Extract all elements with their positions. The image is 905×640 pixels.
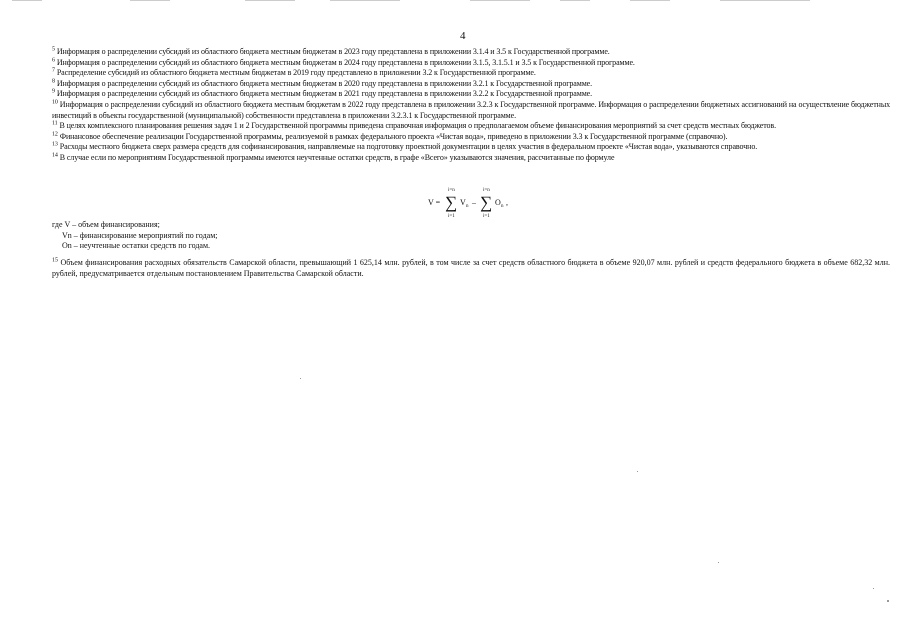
legend-line: Vn – финансирование мероприятий по годам;	[62, 230, 218, 240]
footnote-text: Информация о распределении субсидий из областного бюджета местным бюджетам в 2022 году представлена в приложении 3.2.3 к Государственной программе. Информация о распределении бюджетных ассигнований на осуществление бюджетных инвестиций в объекты государственной (муниципальной) собственности представлена в приложении 3.2.3.1 к Государственной программе.	[52, 99, 890, 120]
footnote	[52, 68, 890, 79]
footnote-number: 8	[52, 78, 55, 85]
footnote	[52, 79, 890, 90]
footnote-text: Распределение субсидий из областного бюджета местным бюджетам в 2019 году представлено в приложении 3.2 к Государственной программе.	[56, 68, 536, 78]
footnote	[52, 100, 890, 121]
footnote	[52, 132, 890, 143]
footnote	[52, 121, 890, 132]
legend-line: где V – объем финансирования;	[52, 220, 160, 229]
footnote-number: 10	[52, 99, 58, 106]
footnotes-list	[52, 47, 890, 164]
footnote-number: 7	[52, 67, 55, 74]
sigma-symbol: ∑	[480, 193, 493, 212]
footnote-text: Расходы местного бюджета сверх размера средств для софинансирования, направляемые на подготовку проектной документации в целях участия в федеральном проекте «Чистая вода», указываются справочно.	[59, 142, 758, 152]
footnote	[52, 142, 890, 153]
footnote	[52, 47, 890, 58]
formula-lhs: V =	[428, 198, 441, 207]
footnote-text: Информация о распределении субсидий из областного бюджета местным бюджетам в 2023 году представлена в приложении 3.1.4 и 3.5 к Государственной программе.	[56, 47, 610, 56]
sum-upper-limit: i=n	[448, 188, 455, 193]
footnote-text: Информация о распределении субсидий из областного бюджета местным бюджетам в 2024 году представлена в приложении 3.1.5, 3.1.5.1 и 3.5 к Государственной программе.	[56, 57, 635, 67]
footnote-number: 6	[52, 56, 55, 63]
footnote	[52, 153, 890, 164]
footnote-number: 11	[52, 120, 58, 127]
footnote	[52, 58, 890, 69]
formula-term-v-sub: n	[466, 204, 469, 209]
formula-term-o: O	[495, 198, 501, 207]
legend-line: On – неучтенные остатки средств по годам.	[62, 241, 211, 250]
footnote-text: В случае если по мероприятиям Государственной программы имеются неучтенные остатки средств, в графе «Всего» указываются значения, рассчитанные по формуле	[59, 152, 615, 162]
formula-term-v: V	[460, 198, 466, 207]
sigma-symbol: ∑	[445, 193, 458, 212]
footnote-text: Объем финансирования расходных обязательств Самарской области, превышающий 1 625,14 млн. рублей, в том числе за счет средств областного бюджета в объеме 920,07 млн. рублей и средств федерального бюджета в объеме 682,32 млн. рублей, предусматривается отдельным постановлением Правительства Самарской области.	[52, 258, 890, 278]
footnote-number: 14	[52, 152, 58, 159]
financing-formula	[428, 184, 548, 220]
sum-lower-limit: i=1	[483, 214, 490, 219]
footnote-number: 5	[52, 46, 55, 53]
footnote-text: Информация о распределении субсидий из областного бюджета местным бюджетам в 2021 году представлена в приложении 3.2.2 к Государственной программе.	[56, 89, 593, 99]
formula-tail: ,	[506, 198, 508, 207]
page-number: 4	[460, 30, 466, 42]
formula-term-o-sub: n	[501, 204, 504, 209]
sum-lower-limit: i=1	[448, 214, 455, 219]
footnote-number: 15	[52, 257, 58, 264]
footnote-number: 12	[52, 131, 58, 138]
sum-upper-limit: i=n	[483, 188, 490, 193]
footnote-number: 9	[52, 88, 55, 95]
footnote-number: 13	[52, 141, 58, 148]
footnote-text: Информация о распределении субсидий из областного бюджета местным бюджетам в 2020 году представлена в приложении 3.2.1 к Государственной программе.	[56, 78, 593, 88]
footnote	[52, 89, 890, 100]
formula-legend	[52, 220, 217, 252]
footnote-15	[52, 258, 890, 280]
formula-minus: –	[472, 198, 476, 207]
footnote-text: В целях комплексного планирования решения задач 1 и 2 Государственной программы приведена справочная информация о предполагаемом объеме финансирования мероприятий за счет средств местных бюджетов.	[59, 121, 776, 131]
footnote-text: Финансовое обеспечение реализации Государственной программы, реализуемой в рамках федерального проекта «Чистая вода», приведено в приложении 3.3 к Государственной программе (справочно).	[59, 131, 728, 141]
